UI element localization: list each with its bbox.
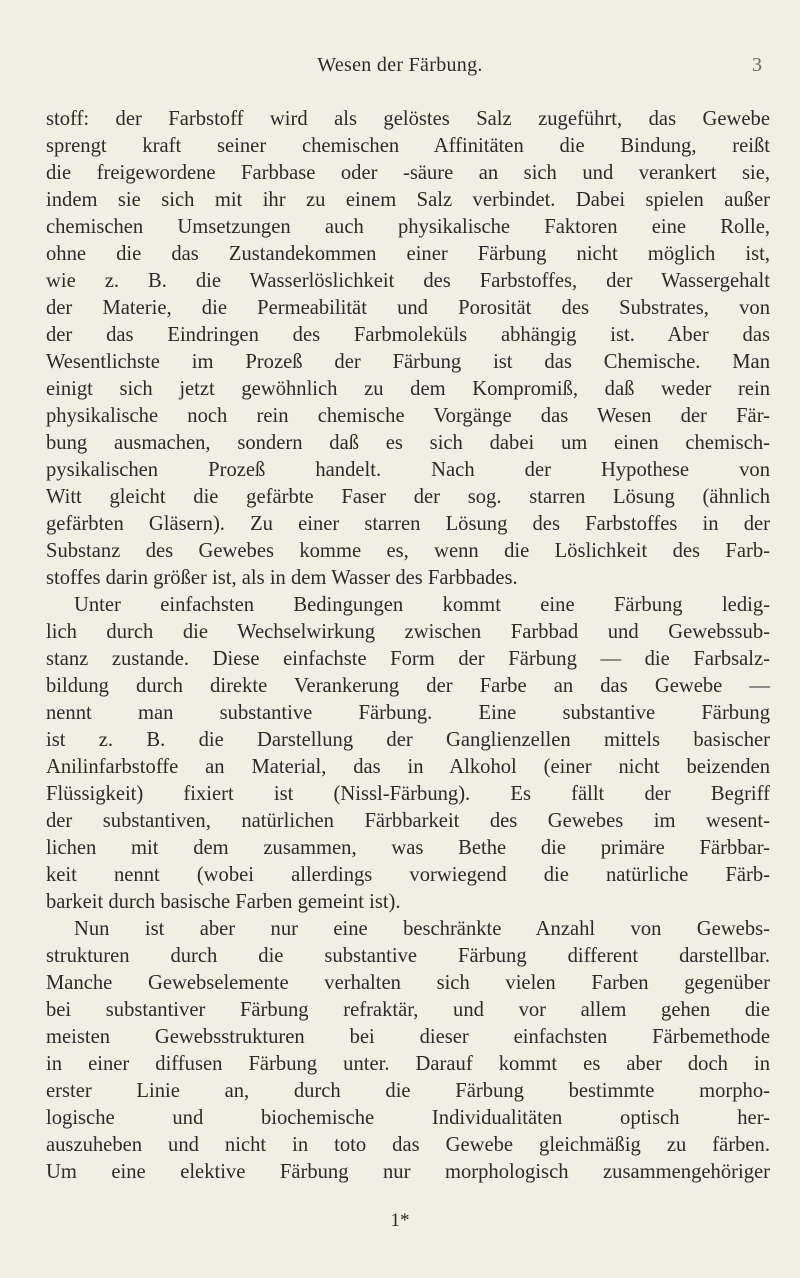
text-line: der das Eindringen des Farbmoleküls abhängig ist. Aber das bbox=[46, 324, 770, 346]
text-line: Substanz des Gewebes komme es, wenn die Löslichkeit des Farb- bbox=[46, 540, 770, 562]
text-line: Um eine elektive Färbung nur morphologisch zusammengehöriger bbox=[46, 1161, 770, 1183]
text-line: erster Linie an, durch die Färbung bestimmte morpho- bbox=[46, 1080, 770, 1102]
page-header bbox=[0, 54, 800, 84]
text-line: stoff: der Farbstoff wird als gelöstes Salz zugeführt, das Gewebe bbox=[46, 108, 770, 130]
text-line: Flüssigkeit) fixiert ist (Nissl-Färbung). Es fällt der Begriff bbox=[46, 783, 770, 805]
text-line: Anilinfarbstoffe an Material, das in Alkohol (einer nicht beizenden bbox=[46, 756, 770, 778]
text-line: Witt gleicht die gefärbte Faser der sog. starren Lösung (ähnlich bbox=[46, 486, 770, 508]
text-line: ist z. B. die Darstellung der Ganglienzellen mittels basischer bbox=[46, 729, 770, 751]
running-title: Wesen der Färbung. bbox=[317, 54, 483, 76]
text-line: lichen mit dem zusammen, was Bethe die primäre Färbbar- bbox=[46, 837, 770, 859]
text-line: lich durch die Wechselwirkung zwischen Farbbad und Gewebssub- bbox=[46, 621, 770, 643]
text-line: der substantiven, natürlichen Färbbarkeit des Gewebes im wesent- bbox=[46, 810, 770, 832]
text-line: nennt man substantive Färbung. Eine substantive Färbung bbox=[46, 702, 770, 724]
text-line: Nun ist aber nur eine beschränkte Anzahl von Gewebs- bbox=[74, 918, 770, 940]
text-line: meisten Gewebsstrukturen bei dieser einfachsten Färbemethode bbox=[46, 1026, 770, 1048]
text-line: sprengt kraft seiner chemischen Affinitäten die Bindung, reißt bbox=[46, 135, 770, 157]
text-line: indem sie sich mit ihr zu einem Salz verbindet. Dabei spielen außer bbox=[46, 189, 770, 211]
text-line: wie z. B. die Wasserlöslichkeit des Farbstoffes, der Wassergehalt bbox=[46, 270, 770, 292]
text-line: Unter einfachsten Bedingungen kommt eine Färbung ledig- bbox=[74, 594, 770, 616]
text-line: der Materie, die Permeabilität und Porosität des Substrates, von bbox=[46, 297, 770, 319]
text-line: logische und biochemische Individualitäten optisch her- bbox=[46, 1107, 770, 1129]
text-line: in einer diffusen Färbung unter. Darauf kommt es aber doch in bbox=[46, 1053, 770, 1075]
text-line: auszuheben und nicht in toto das Gewebe gleichmäßig zu färben. bbox=[46, 1134, 770, 1156]
text-line: strukturen durch die substantive Färbung different darstellbar. bbox=[46, 945, 770, 967]
text-line: stanz zustande. Diese einfachste Form der Färbung — die Farbsalz- bbox=[46, 648, 770, 670]
text-line: gefärbten Gläsern). Zu einer starren Lösung des Farbstoffes in der bbox=[46, 513, 770, 535]
text-line: barkeit durch basische Farben gemeint ist). bbox=[46, 891, 401, 913]
text-line: einigt sich jetzt gewöhnlich zu dem Kompromiß, daß weder rein bbox=[46, 378, 770, 400]
text-line: keit nennt (wobei allerdings vorwiegend die natürliche Färb- bbox=[46, 864, 770, 886]
text-line: ohne die das Zustandekommen einer Färbung nicht möglich ist, bbox=[46, 243, 770, 265]
text-line: die freigewordene Farbbase oder -säure an sich und verankert sie, bbox=[46, 162, 770, 184]
text-line: pysikalischen Prozeß handelt. Nach der Hypothese von bbox=[46, 459, 770, 481]
signature-mark: 1* bbox=[390, 1210, 410, 1231]
text-line: bildung durch direkte Verankerung der Farbe an das Gewebe — bbox=[46, 675, 770, 697]
text-line: Wesentlichste im Prozeß der Färbung ist das Chemische. Man bbox=[46, 351, 770, 373]
text-line: bei substantiver Färbung refraktär, und vor allem gehen die bbox=[46, 999, 770, 1021]
text-line: Manche Gewebselemente verhalten sich vielen Farben gegenüber bbox=[46, 972, 770, 994]
text-line: stoffes darin größer ist, als in dem Wasser des Farbbades. bbox=[46, 567, 518, 589]
text-line: chemischen Umsetzungen auch physikalische Faktoren eine Rolle, bbox=[46, 216, 770, 238]
text-line: bung ausmachen, sondern daß es sich dabei um einen chemisch- bbox=[46, 432, 770, 454]
text-line: physikalische noch rein chemische Vorgänge das Wesen der Fär- bbox=[46, 405, 770, 427]
page-number: 3 bbox=[752, 54, 762, 76]
